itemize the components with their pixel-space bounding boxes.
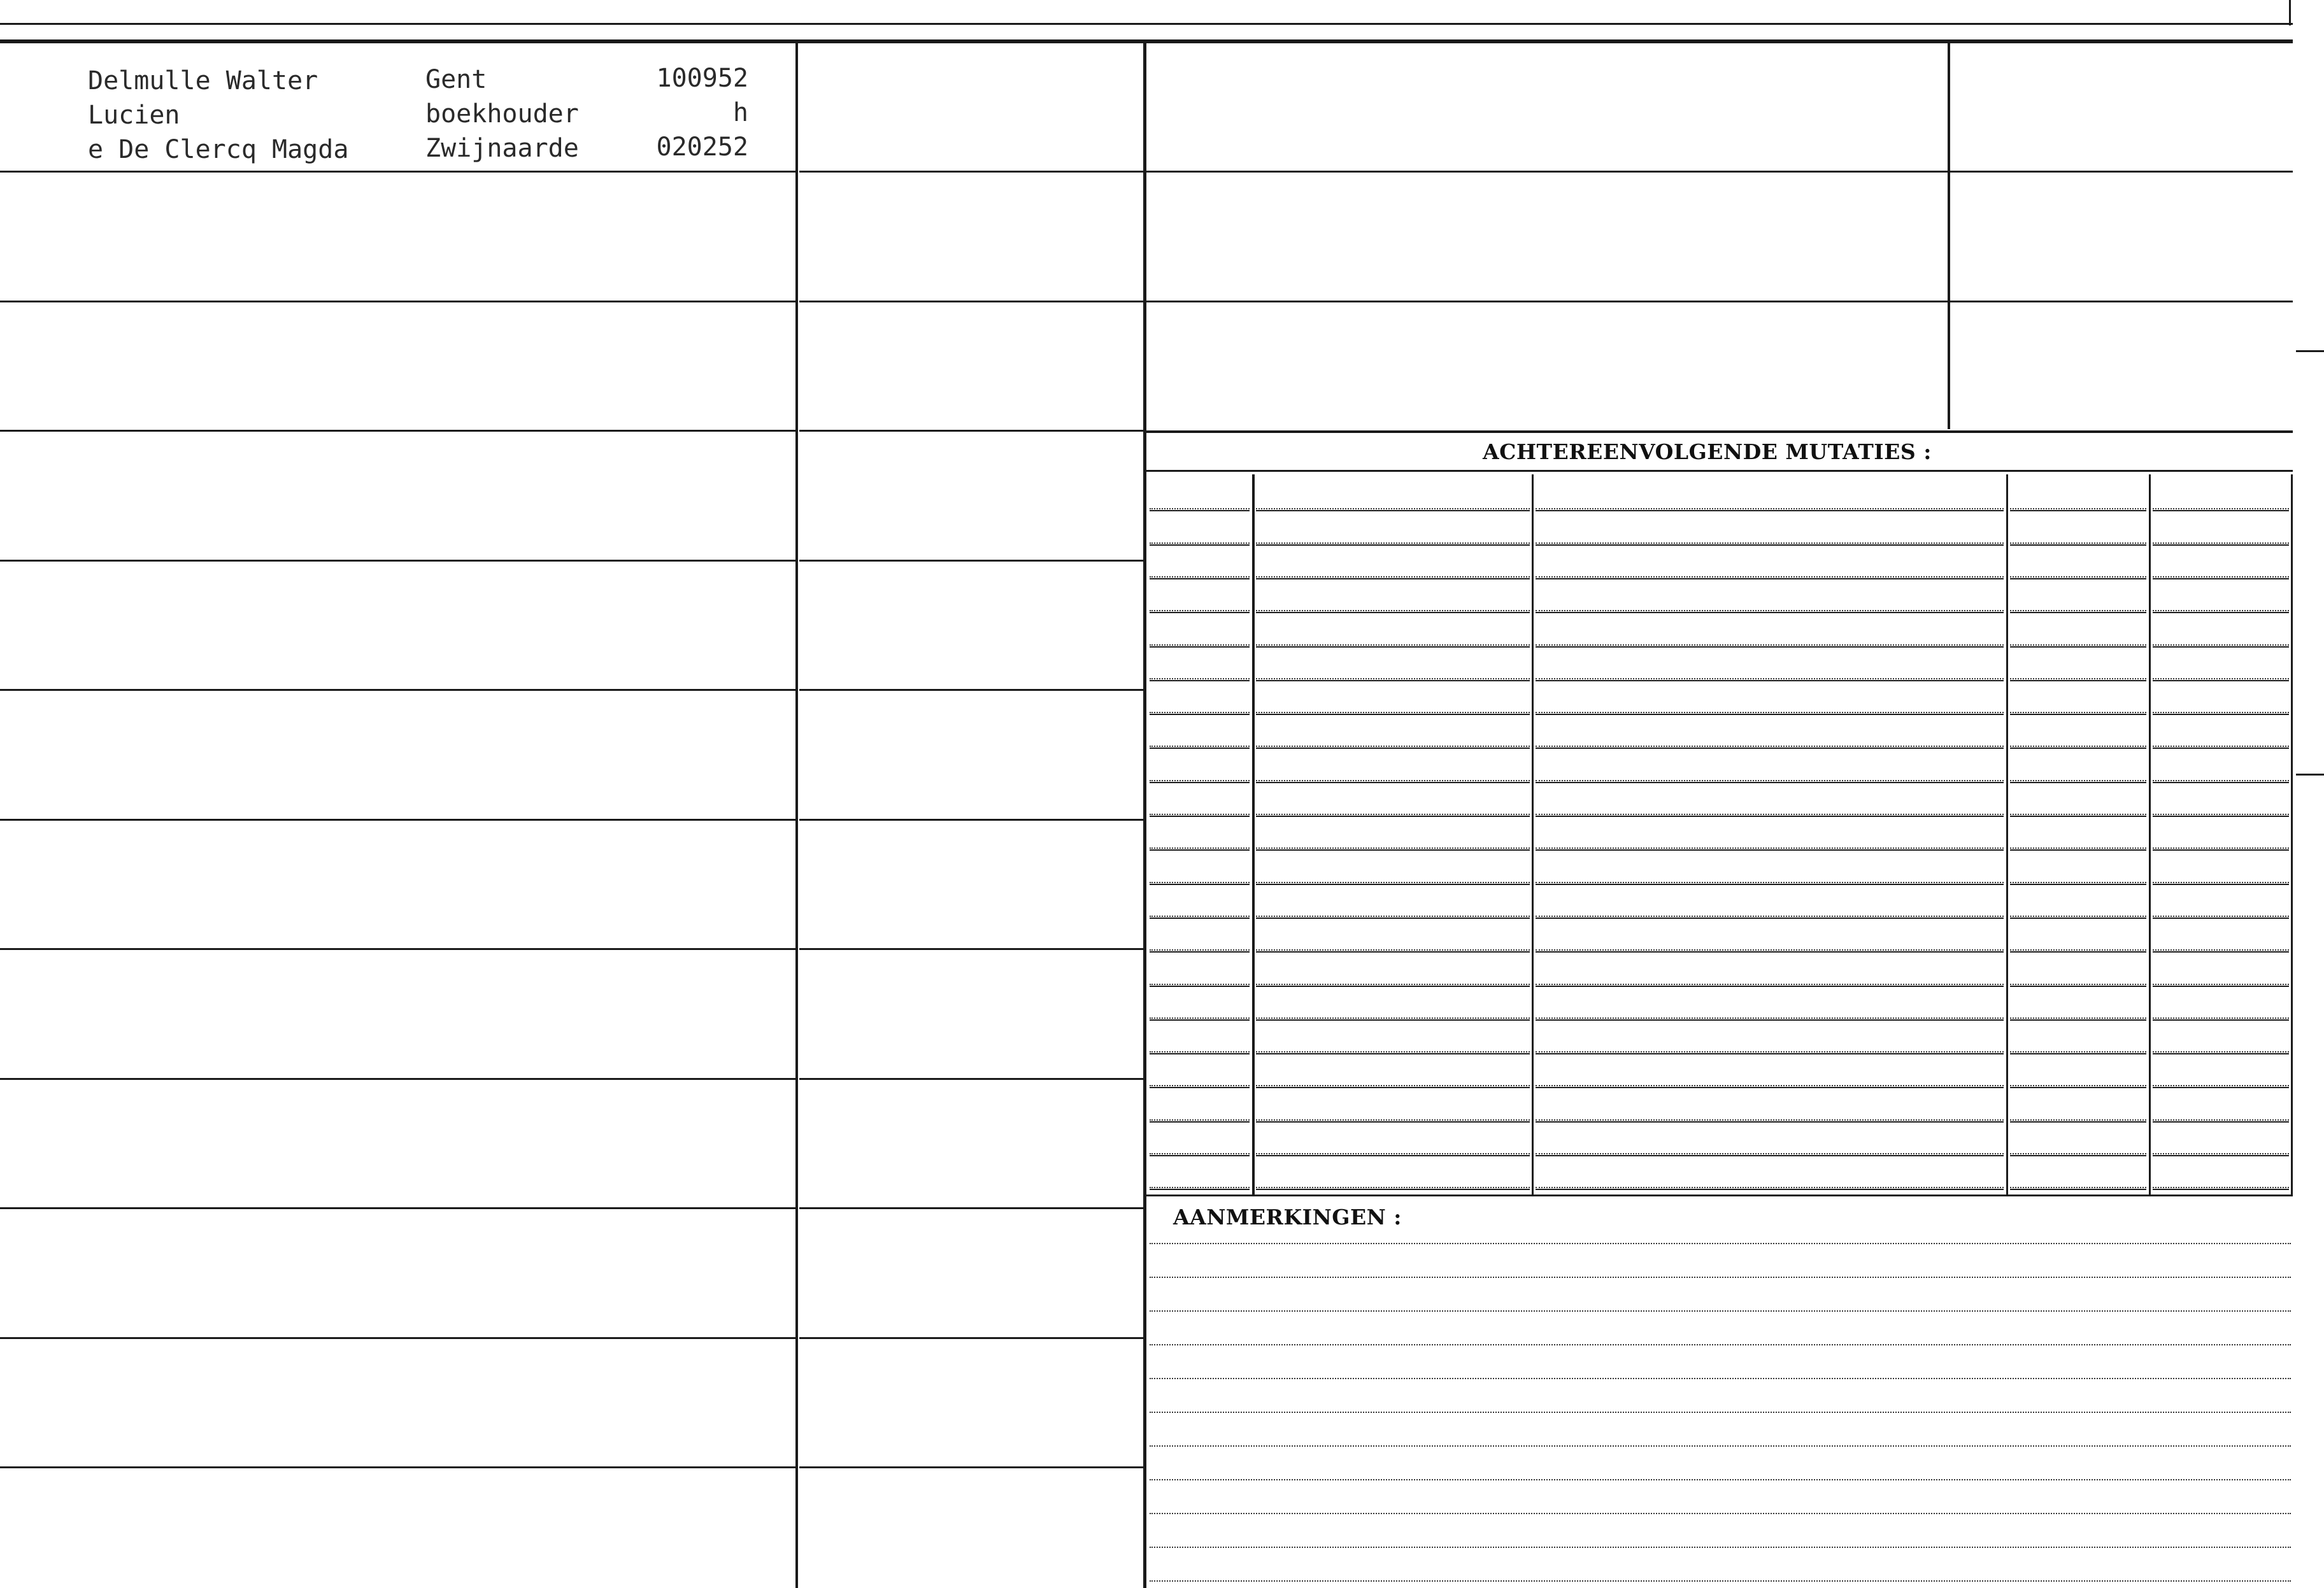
- mutation-row-rule: [1150, 984, 1250, 985]
- mutation-row-line: [2153, 578, 2289, 579]
- mutation-row-rule: [1256, 1187, 1530, 1188]
- mutation-row-rule: [2153, 610, 2289, 611]
- mutation-row-rule: [2010, 1187, 2146, 1188]
- mutation-row-rule: [1536, 576, 2004, 578]
- mutation-row-rule: [2010, 746, 2146, 747]
- mutation-row-line: [1256, 1019, 1530, 1021]
- mutation-row-rule: [2010, 576, 2146, 578]
- mutation-row-rule: [2010, 678, 2146, 679]
- mutation-row-rule: [1536, 1051, 2004, 1053]
- mutation-row-rule: [1256, 1085, 1530, 1086]
- mutation-row-line: [2153, 1155, 2289, 1156]
- mutation-row-line: [1536, 782, 2004, 783]
- mutation-row-rule: [1536, 746, 2004, 747]
- mutation-row-line: [2153, 986, 2289, 987]
- row-separator: [799, 1078, 1144, 1080]
- mutation-row-rule: [1150, 1085, 1250, 1086]
- mutation-row-line: [1536, 1053, 2004, 1054]
- mutation-row-line: [1536, 612, 2004, 613]
- mutation-row-line: [2153, 1019, 2289, 1021]
- mutation-row-rule: [1536, 610, 2004, 611]
- mutation-row-line: [1256, 1087, 1530, 1088]
- row-separator: [799, 171, 1144, 173]
- mutation-row-line: [2153, 951, 2289, 953]
- row-separator: [0, 560, 797, 562]
- mutation-row-rule: [1256, 916, 1530, 917]
- row-separator: [0, 171, 797, 173]
- row-separator: [0, 689, 797, 691]
- mutations-column-3: [2006, 474, 2008, 1195]
- mutations-column-4: [2149, 474, 2151, 1195]
- mutation-row-rule: [1150, 712, 1250, 713]
- remark-line: [1150, 1412, 2291, 1413]
- mutation-row-line: [1256, 1053, 1530, 1054]
- mutation-row-line: [2153, 680, 2289, 681]
- mutation-row-line: [1256, 714, 1530, 715]
- row-separator: [0, 430, 797, 432]
- mutation-row-rule: [2153, 542, 2289, 544]
- name-line-2: Lucien: [88, 101, 180, 130]
- mutation-row-rule: [1256, 847, 1530, 849]
- mutation-row-line: [1536, 816, 2004, 817]
- mutation-row-line: [2010, 816, 2146, 817]
- mutation-row-rule: [1256, 746, 1530, 747]
- mutation-row-rule: [1256, 1017, 1530, 1019]
- mutation-row-rule: [1536, 780, 2004, 781]
- mutation-row-rule: [1150, 916, 1250, 917]
- mutation-row-rule: [1536, 814, 2004, 815]
- mutations-column-5: [2291, 474, 2293, 1195]
- mutation-row-line: [2153, 1053, 2289, 1054]
- mutation-row-line: [2010, 646, 2146, 648]
- mutation-row-rule: [2010, 984, 2146, 985]
- mutation-row-line: [1150, 1087, 1250, 1088]
- row-separator: [0, 301, 797, 302]
- number-line-1: 100952: [656, 64, 748, 93]
- mutation-row-line: [1150, 544, 1250, 546]
- mutation-row-line: [2153, 612, 2289, 613]
- row-separator: [799, 1207, 1144, 1209]
- edge-tick-2: [2296, 774, 2324, 776]
- mutation-row-line: [1256, 884, 1530, 885]
- mutation-row-line: [1536, 951, 2004, 953]
- mutation-row-line: [2153, 510, 2289, 511]
- mutation-row-line: [2010, 1019, 2146, 1021]
- mutation-row-line: [1536, 510, 2004, 511]
- mutations-bottom-line: [1146, 1195, 2293, 1196]
- mutation-row-line: [2153, 714, 2289, 715]
- place-line-1: Gent: [425, 65, 487, 94]
- row-separator: [799, 430, 1144, 432]
- mutation-row-rule: [1256, 712, 1530, 713]
- mutation-row-line: [2010, 782, 2146, 783]
- mutation-row-rule: [1536, 644, 2004, 646]
- mutation-row-rule: [2153, 576, 2289, 578]
- mutation-row-rule: [1256, 644, 1530, 646]
- row-separator: [0, 1466, 797, 1468]
- mutation-row-rule: [2153, 882, 2289, 883]
- mutation-row-rule: [1150, 814, 1250, 815]
- mutation-row-rule: [2153, 1187, 2289, 1188]
- mutation-row-rule: [1150, 1187, 1250, 1188]
- mutation-row-line: [1536, 578, 2004, 579]
- number-line-3: 020252: [656, 132, 748, 162]
- edge-tick-1: [2296, 350, 2324, 352]
- mutation-row-rule: [1536, 847, 2004, 849]
- remark-line: [1150, 1513, 2291, 1514]
- right-edge: [2289, 0, 2291, 25]
- mutation-row-rule: [2010, 508, 2146, 509]
- mutation-row-rule: [1256, 678, 1530, 679]
- mutation-row-rule: [2010, 1119, 2146, 1121]
- mutation-row-line: [1536, 1019, 2004, 1021]
- remarks-heading: AANMERKINGEN :: [1173, 1205, 1402, 1230]
- mutation-row-rule: [2153, 984, 2289, 985]
- mutation-row-rule: [1150, 1017, 1250, 1019]
- mutation-row-rule: [1256, 984, 1530, 985]
- mutation-row-line: [1150, 782, 1250, 783]
- row-separator: [799, 560, 1144, 562]
- row-separator: [799, 301, 1144, 302]
- row-separator: [0, 819, 797, 821]
- mutation-row-rule: [2010, 780, 2146, 781]
- mutation-row-line: [1150, 816, 1250, 817]
- mutation-row-line: [2010, 612, 2146, 613]
- name-line-3: e De Clercq Magda: [88, 135, 349, 164]
- mutation-row-line: [1150, 884, 1250, 885]
- mutation-row-line: [2153, 816, 2289, 817]
- mutation-row-rule: [2153, 949, 2289, 951]
- mutation-row-rule: [2153, 814, 2289, 815]
- mutation-row-line: [2010, 578, 2146, 579]
- right-row-line-3: [1146, 430, 2293, 433]
- mutation-row-rule: [2010, 916, 2146, 917]
- mutation-row-line: [1256, 510, 1530, 511]
- mutation-row-line: [1536, 1121, 2004, 1123]
- column-divider-3: [1948, 43, 1950, 429]
- mutation-row-line: [1536, 1189, 2004, 1190]
- mutation-row-rule: [1536, 1085, 2004, 1086]
- mutation-row-line: [2010, 986, 2146, 987]
- mutation-row-line: [2010, 748, 2146, 749]
- mutations-header-line: [1146, 470, 2293, 472]
- mutation-row-line: [2010, 544, 2146, 546]
- mutation-row-line: [1536, 1155, 2004, 1156]
- mutation-row-line: [2153, 918, 2289, 919]
- mutation-row-line: [2010, 680, 2146, 681]
- mutation-row-line: [1150, 1053, 1250, 1054]
- right-row-line-1: [1146, 171, 2293, 173]
- mutation-row-rule: [1150, 678, 1250, 679]
- remark-line: [1150, 1277, 2291, 1278]
- mutation-row-line: [2153, 1121, 2289, 1123]
- mutation-row-rule: [1256, 780, 1530, 781]
- mutation-row-rule: [1150, 1153, 1250, 1154]
- mutation-row-line: [1150, 1121, 1250, 1123]
- mutation-row-line: [2010, 918, 2146, 919]
- mutation-row-rule: [1150, 1051, 1250, 1053]
- column-divider-2: [1143, 43, 1146, 1588]
- row-separator: [0, 948, 797, 950]
- mutation-row-line: [1150, 1155, 1250, 1156]
- row-separator: [799, 819, 1144, 821]
- remark-line: [1150, 1378, 2291, 1379]
- mutation-row-line: [2010, 714, 2146, 715]
- mutation-row-line: [2153, 1189, 2289, 1190]
- mutation-row-rule: [2153, 746, 2289, 747]
- mutation-row-line: [1536, 714, 2004, 715]
- mutation-row-line: [2153, 748, 2289, 749]
- mutation-row-line: [1256, 1189, 1530, 1190]
- mutation-row-line: [2153, 646, 2289, 648]
- remark-line: [1150, 1243, 2291, 1244]
- mutation-row-line: [1256, 1121, 1530, 1123]
- mutation-row-rule: [1256, 882, 1530, 883]
- mutation-row-line: [1256, 782, 1530, 783]
- mutation-row-line: [1256, 816, 1530, 817]
- mutation-row-line: [1150, 918, 1250, 919]
- mutation-row-rule: [1536, 916, 2004, 917]
- mutation-row-rule: [1536, 542, 2004, 544]
- mutation-row-rule: [2153, 644, 2289, 646]
- mutation-row-line: [1256, 544, 1530, 546]
- mutation-row-line: [1150, 510, 1250, 511]
- mutation-row-rule: [2010, 882, 2146, 883]
- mutation-row-line: [1536, 680, 2004, 681]
- row-separator: [799, 689, 1144, 691]
- row-separator: [799, 1466, 1144, 1468]
- right-row-line-2: [1146, 301, 2293, 302]
- mutation-row-rule: [2010, 610, 2146, 611]
- mutation-row-line: [1150, 578, 1250, 579]
- row-separator: [799, 948, 1144, 950]
- mutation-row-rule: [1256, 814, 1530, 815]
- mutation-row-rule: [1256, 1051, 1530, 1053]
- mutation-row-rule: [2153, 1017, 2289, 1019]
- mutation-row-line: [1256, 849, 1530, 851]
- mutation-row-rule: [1256, 610, 1530, 611]
- row-separator: [0, 1337, 797, 1339]
- mutation-row-rule: [1536, 1119, 2004, 1121]
- mutation-row-line: [1150, 748, 1250, 749]
- mutation-row-rule: [2010, 542, 2146, 544]
- place-line-3: Zwijnaarde: [425, 134, 579, 163]
- mutation-row-rule: [1256, 949, 1530, 951]
- mutation-row-line: [1536, 849, 2004, 851]
- mutation-row-rule: [2153, 1085, 2289, 1086]
- remark-line: [1150, 1344, 2291, 1345]
- mutation-row-line: [1256, 646, 1530, 648]
- mutation-row-line: [1536, 748, 2004, 749]
- mutation-row-rule: [1256, 508, 1530, 509]
- mutation-row-line: [1256, 680, 1530, 681]
- mutation-row-rule: [1150, 847, 1250, 849]
- mutation-row-line: [2010, 1053, 2146, 1054]
- mutation-row-rule: [1256, 1153, 1530, 1154]
- mutation-row-line: [1150, 714, 1250, 715]
- mutation-row-rule: [2010, 1085, 2146, 1086]
- mutation-row-rule: [1150, 542, 1250, 544]
- row-separator: [0, 1207, 797, 1209]
- mutation-row-rule: [2010, 1153, 2146, 1154]
- mutation-row-line: [1150, 680, 1250, 681]
- remark-line: [1150, 1580, 2291, 1582]
- mutation-row-rule: [1150, 780, 1250, 781]
- mutation-row-line: [1536, 544, 2004, 546]
- mutation-row-line: [2010, 1121, 2146, 1123]
- row-separator: [0, 1078, 797, 1080]
- place-line-2: boekhouder: [425, 99, 579, 129]
- mutation-row-line: [2153, 1087, 2289, 1088]
- mutation-row-rule: [2010, 1017, 2146, 1019]
- mutation-row-rule: [1150, 610, 1250, 611]
- name-line-1: Delmulle Walter: [88, 66, 318, 96]
- mutation-row-rule: [2153, 780, 2289, 781]
- mutation-row-line: [2153, 884, 2289, 885]
- mutation-row-rule: [1150, 882, 1250, 883]
- mutation-row-line: [1150, 612, 1250, 613]
- mutation-row-line: [2010, 1189, 2146, 1190]
- mutation-row-line: [1256, 918, 1530, 919]
- mutation-row-line: [1536, 884, 2004, 885]
- mutation-row-line: [2153, 782, 2289, 783]
- mutations-heading: ACHTEREENVOLGENDE MUTATIES :: [1483, 439, 1932, 464]
- mutation-row-rule: [1150, 746, 1250, 747]
- mutation-row-rule: [2010, 1051, 2146, 1053]
- column-divider-1: [795, 43, 798, 1588]
- mutation-row-rule: [1536, 1017, 2004, 1019]
- mutation-row-rule: [1536, 508, 2004, 509]
- mutation-row-rule: [1536, 1153, 2004, 1154]
- mutation-row-line: [2010, 884, 2146, 885]
- mutation-row-line: [2010, 510, 2146, 511]
- mutation-row-rule: [2153, 712, 2289, 713]
- mutation-row-rule: [1256, 576, 1530, 578]
- mutation-row-line: [1536, 986, 2004, 987]
- mutation-row-line: [2153, 849, 2289, 851]
- mutation-row-rule: [1536, 1187, 2004, 1188]
- remark-line: [1150, 1445, 2291, 1447]
- mutation-row-rule: [1536, 984, 2004, 985]
- remark-line: [1150, 1310, 2291, 1312]
- mutation-row-rule: [2010, 712, 2146, 713]
- mutation-row-rule: [1150, 508, 1250, 509]
- mutation-row-rule: [2010, 814, 2146, 815]
- mutation-row-rule: [2153, 916, 2289, 917]
- mutation-row-line: [1150, 849, 1250, 851]
- mutation-row-rule: [2153, 1051, 2289, 1053]
- mutation-row-line: [1150, 646, 1250, 648]
- top-border: [0, 23, 2293, 25]
- mutation-row-line: [2010, 849, 2146, 851]
- mutation-row-line: [1150, 951, 1250, 953]
- mutation-row-line: [2153, 544, 2289, 546]
- mutation-row-rule: [2153, 1119, 2289, 1121]
- mutation-row-line: [2010, 951, 2146, 953]
- mutation-row-rule: [1150, 576, 1250, 578]
- mutation-row-rule: [1256, 1119, 1530, 1121]
- mutations-column-2: [1532, 474, 1534, 1195]
- mutation-row-line: [1256, 951, 1530, 953]
- mutation-row-line: [1256, 986, 1530, 987]
- mutation-row-rule: [1150, 644, 1250, 646]
- mutation-row-line: [1256, 612, 1530, 613]
- mutation-row-line: [1150, 986, 1250, 987]
- mutation-row-rule: [1150, 949, 1250, 951]
- remark-line: [1150, 1547, 2291, 1548]
- mutation-row-line: [1256, 748, 1530, 749]
- mutations-column-1: [1252, 474, 1255, 1195]
- mutation-row-line: [1256, 578, 1530, 579]
- mutation-row-line: [1536, 646, 2004, 648]
- mutation-row-line: [1150, 1189, 1250, 1190]
- remark-line: [1150, 1479, 2291, 1480]
- number-line-2: h: [732, 98, 748, 127]
- mutation-row-rule: [1536, 882, 2004, 883]
- mutation-row-line: [1150, 1019, 1250, 1021]
- mutation-row-rule: [2153, 508, 2289, 509]
- mutation-row-line: [2010, 1155, 2146, 1156]
- mutation-row-rule: [1150, 1119, 1250, 1121]
- mutation-row-rule: [2153, 678, 2289, 679]
- mutation-row-rule: [2153, 847, 2289, 849]
- mutation-row-rule: [2153, 1153, 2289, 1154]
- mutation-row-line: [1536, 918, 2004, 919]
- row-separator: [799, 1337, 1144, 1339]
- mutation-row-line: [1256, 1155, 1530, 1156]
- mutation-row-line: [2010, 1087, 2146, 1088]
- mutation-row-rule: [1536, 949, 2004, 951]
- mutation-row-rule: [2010, 644, 2146, 646]
- mutation-row-rule: [2010, 949, 2146, 951]
- mutation-row-rule: [1536, 678, 2004, 679]
- mutation-row-rule: [1256, 542, 1530, 544]
- mutation-row-rule: [1536, 712, 2004, 713]
- mutation-row-rule: [2010, 847, 2146, 849]
- mutation-row-line: [1536, 1087, 2004, 1088]
